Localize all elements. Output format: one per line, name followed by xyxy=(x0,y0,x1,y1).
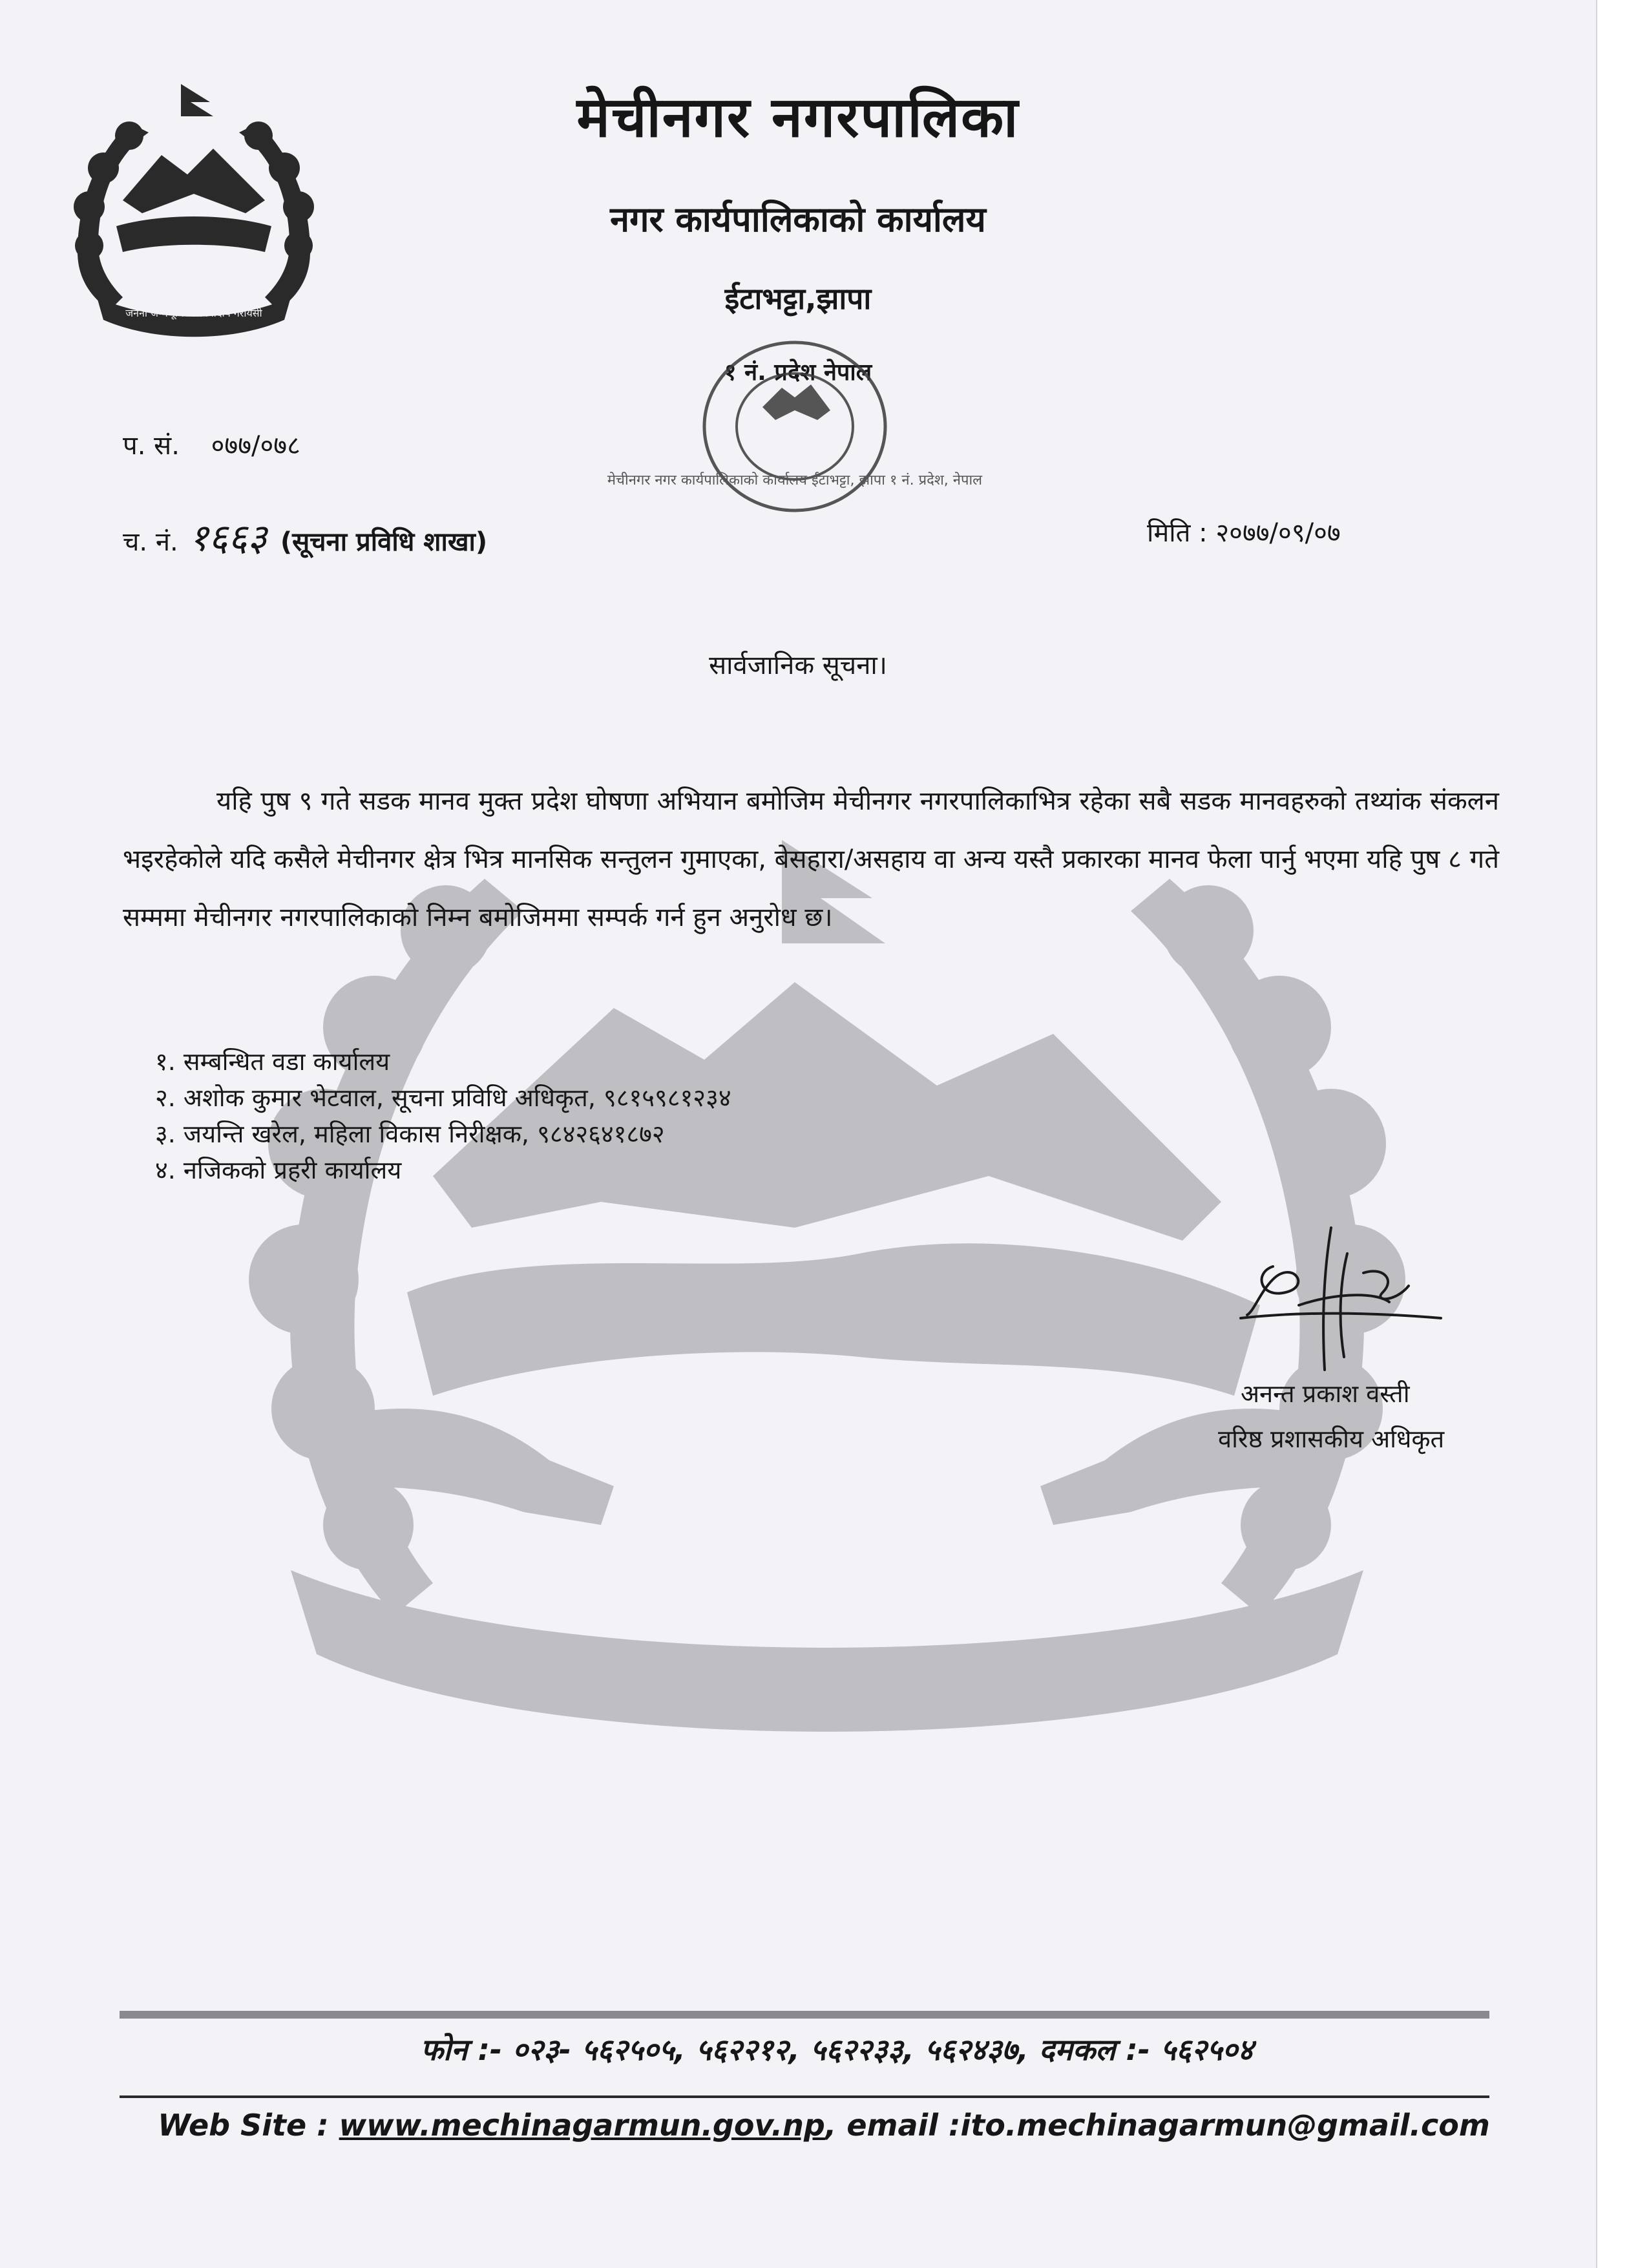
branch-name: (सूचना प्रविधि शाखा) xyxy=(280,527,488,557)
signatory-name: अनन्त प्रकाश वस्ती xyxy=(1241,1380,1410,1408)
seal-text: मेचीनगर नगर कार्यपालिकाको कार्यालय ईटाभट्टा, झापा १ नं. प्रदेश, नेपाल xyxy=(607,472,983,488)
office-seal xyxy=(607,323,983,556)
office-name: नगर कार्यपालिकाको कार्यालय xyxy=(610,199,986,240)
org-name: मेचीनगर नगरपालिका xyxy=(576,85,1020,150)
email-link[interactable]: ito.mechinagarmun@gmail.com xyxy=(960,2108,1490,2143)
chalani-label: च. नं. xyxy=(123,527,178,557)
list-item: ३. जयन्ति खरेल, महिला विकास निरीक्षक, ९८४२६४१८७२ xyxy=(155,1120,665,1148)
letter-date xyxy=(1147,514,1341,549)
footer-web xyxy=(0,2108,1622,2143)
list-item: १. सम्बन्धित वडा कार्यालय xyxy=(155,1047,390,1076)
list-item: ४. नजिकको प्रहरी कार्यालय xyxy=(155,1156,402,1184)
contact-list xyxy=(155,1044,731,1188)
province-line: १ नं. प्रदेश नेपाल xyxy=(724,359,872,386)
list-item: २. अशोक कुमार भेटवाल, सूचना प्रविधि अधिकृत, ९८१५९८१२३४ xyxy=(155,1084,731,1112)
date-value: २०७७/०९/०७ xyxy=(1215,518,1341,548)
signatory-title: वरिष्ठ प्रशासकीय अधिकृत xyxy=(1218,1425,1445,1453)
reference-number xyxy=(123,426,300,462)
signature xyxy=(1234,1215,1447,1383)
emblem-motto: जननी जन्मभूमिश्च स्वर्गादपि गरीयसी xyxy=(125,307,262,319)
patra-label: प. सं. xyxy=(123,431,180,461)
office-seal-stamp-icon xyxy=(607,323,983,556)
website-link[interactable]: www.mechinagarmun.gov.np xyxy=(339,2108,825,2143)
signature-icon xyxy=(1234,1215,1447,1383)
scanner-edge xyxy=(1596,0,1649,2268)
date-label: मिति : xyxy=(1147,518,1208,548)
footer-phone: फोन :- ०२३- ५६२५०५, ५६२२१२, ५६२२३३, ५६२४३७, दमकल :- ५६२५०४ xyxy=(420,2032,1254,2067)
footer-divider-thick xyxy=(120,2011,1489,2019)
email-label: , email : xyxy=(824,2108,961,2143)
web-label: Web Site : xyxy=(158,2108,339,2143)
dispatch-number xyxy=(123,510,487,562)
footer-divider-thin xyxy=(120,2095,1489,2098)
chalani-value: १६६३ xyxy=(189,516,268,560)
notice-subject: सार्वजानिक सूचना। xyxy=(709,651,887,680)
notice-body: यहि पुष ९ गते सडक मानव मुक्त प्रदेश घोषणा अभियान बमोजिम मेचीनगर नगरपालिकाभित्र रहेका सबै सडक मानवहरुको तथ्यांक संकलन भइरहेकोले यदि कसैले मेचीनगर क्षेत्र भित्र मानसिक सन्तुलन गुमाएका, बेसहारा/असहाय वा अन्य यस्तै प्रकारका मानव फेला पार्नु भएमा यहि पुष ८ गते सम्ममा मेचीनगर नगरपालिकाको निम्न बमोजिममा सम्पर्क गर्न हुन अनुरोध छ। xyxy=(123,786,1499,932)
office-address: ईटाभट्टा,झापा xyxy=(724,281,872,316)
patra-value: ०७७/०७८ xyxy=(211,431,300,461)
